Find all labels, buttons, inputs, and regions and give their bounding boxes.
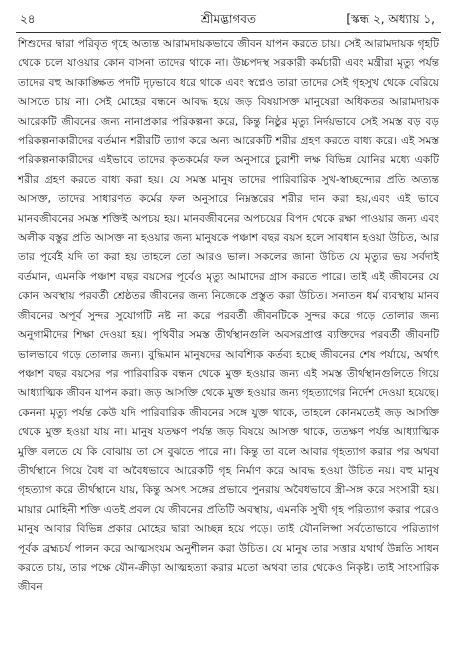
book-title: শ্রীমদ্ভাগবত	[200, 12, 256, 26]
header-divider	[16, 32, 441, 33]
chapter-reference: [স্কন্ধ ২, অধ্যায় ১,	[346, 12, 435, 26]
purport-paragraph: শিশুদের দ্বারা পরিবৃত গৃহে অত্যন্ত আরামদায়কভাবে জীবন যাপন করতে চায়। সেই আরামদায়ক গৃহটি থেকে চলে যাওয়ার কোন বাসনা তাদের থাকে না। উচ্চপদস্থ সরকারী কর্মচারী এবং মন্ত্রীরা মৃত্যু পর্যন্ত তাদের বহু আকাঙ্ক্ষিত পদটি দৃঢ়ভাবে ধরে থাকে এবং স্বপ্নেও তারা তাদের সেই গৃহসুখ থেকে বেরিয়ে আসতে চায় না। সেই মোহের বন্ধনে আবদ্ধ হয়ে জড় বিষয়াসক্ত মানুষেরা অধিকতর আরামদায়ক আরেকটি জীবনের জন্য নানাপ্রকার পরিকল্পনা করে, কিন্তু নিষ্ঠুর মৃত্যু নির্দয়ভাবে সেই সমস্ত বড় বড় পরিকল্পনাকারীদের বর্তমান শরীরটি ত্যাগ করে অন্য আরেকটি শরীর গ্রহণ করতে বাধ্য করে। এই সমস্ত পরিকল্পনাকারীদের এইভাবে তাদের কৃতকর্মের ফল অনুসারে চুরাশী লক্ষ বিভিন্ন যোনির মধ্যে একটি শরীর গ্রহণ করতে বাধ্য করা হয়। যে সমস্ত মানুষ তাদের পারিবারিক সুখ-স্বাচ্ছন্দ্যের প্রতি অত্যন্ত আসক্ত, তাদের সাধারণত কর্মের ফল অনুসারে নিম্নস্তরের শরীর দান করা হয়,এবং এই ভাবে মানবজীবনের সমস্ত শক্তিই অপচয় হয়। মানবজীবনের অপচয়ের বিপদ থেকে রক্ষা পাওয়ার জন্য এবং অলীক বস্তুর প্রতি আসক্ত না হওয়ার জন্য মানুষকে পঞ্চাশ বছর বয়স হলে সাবধান হওয়া উচিত, আর তার পূর্বেই যদি তা করা হয় তাহলে তো আরও ভাল। সকলের জানা উচিত যে মৃত্যুর ভয় সর্বদাই বর্তমান, এমনকি পঞ্চাশ বছর বয়সের পূর্বেও মৃত্যু আমাদের গ্রাস করতে পারে। তাই এই জীবনের যে কোন অবস্থায় পরবর্তী শ্রেষ্ঠতর জীবনের জন্য নিজেকে প্রস্তুত করা উচিত। সনাতন ধর্ম ব্যবস্থায় মানব জীবনের অপূর্ব সুন্দর সুযোগটি নষ্ট না করে পরবর্তী জীবনটিকে সুন্দর করে গড়ে তোলার জন্য অনুগামীদের শিক্ষা দেওয়া হয়। পৃথিবীর সমস্ত তীর্থস্থানগুলি অবসরপ্রাপ্ত ব্যক্তিদের পরবর্তী জীবনটি ভালভাবে গড়ে তোলার জন্য। বুদ্ধিমান মানুষদের আবশ্যিক কর্তব্য হচ্ছে জীবনের শেষ পর্যায়ে, অর্থাৎ পঞ্চাশ বছর বয়সের পর পারিবারিক বন্ধন থেকে মুক্ত হওয়ার জন্য এই সমস্ত তীর্থস্থানগুলিতে গিয়ে আধ্যাত্মিক জীবন যাপন করা। জড় আসক্তি থেকে মুক্ত হওয়ার জন্য গৃহত্যাগের নির্দেশ দেওয়া হয়েছে। কেননা মৃত্যু পর্যন্ত কেউ যদি পারিবারিক জীবনের সঙ্গে যুক্ত থাকে, তাহলে কোনমতেই জড় আসক্তি থেকে মুক্ত হওয়া যায় না। মানুষ যতক্ষণ পর্যন্ত জড় বিষয়ে আসক্ত থাকে, ততক্ষণ পর্যন্ত আধ্যাত্মিক মুক্তি বলতে যে কি বোঝায় তা সে বুঝতে পারে না। কিন্তু তা বলে আবার গৃহত্যাগ করার পর অথবা তীর্থস্থানে গিয়ে বৈধ বা অবৈধভাবে আরেকটি গৃহ নির্মাণ করে আবদ্ধ হওয়া উচিত নয়। বহু মানুষ গৃহত্যাগ করে তীর্থস্থানে যায়, কিন্তু অসৎ সঙ্গের প্রভাবে পুনরায় অবৈধভাবে স্ত্রী-সঙ্গ করে সংসারী হয়। মায়ার মোহিনী শক্তি এতই প্রবল যে জীবনের প্রতিটি অবস্থায়, এমনকি সুখী গৃহ পরিত্যাগ করার পরেও মানুষ আবার বিভিন্ন প্রকার মোহের দ্বারা আচ্ছন্ন হয়ে পড়ে। তাই যৌনলিপ্সা সর্বতোভাবে পরিত্যাগ পূর্বক ব্রহ্মচর্য পালন করে আত্মসংযম অনুশীলন করা উচিত। যে মানুষ তার সত্তার যথার্থ উন্নতি সাধন করতে চায়, তার পক্ষে যৌন-ক্রীড়া আত্মহত্যা করার মতো অথবা তার থেকেও নিকৃষ্ট। তাই সাংসারিক জীবন	[18, 38, 443, 594]
page-header	[16, 8, 441, 30]
page-number: ২৪	[20, 12, 36, 26]
